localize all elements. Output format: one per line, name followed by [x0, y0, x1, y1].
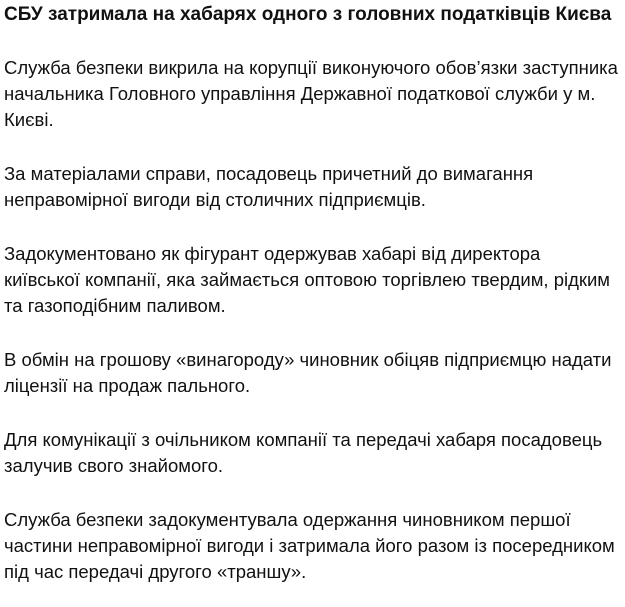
article-paragraph: В обмін на грошову «винагороду» чиновник обіцяв підприємцю надати ліцензії на продаж пального. — [4, 349, 612, 396]
article — [0, 1, 625, 585]
article-paragraph: Задокументовано як фігурант одержував хабарі від директора київської компанії, яка займається оптовою торгівлею твердим, рідким та газоподібним паливом. — [4, 243, 611, 316]
article-title: СБУ затримала на хабарях одного з головних податківців Києва — [4, 4, 612, 25]
article-paragraph: Для комунікації з очільником компанії та передачі хабаря посадовець залучив свого знайомого. — [4, 429, 603, 476]
article-paragraph: Служба безпеки задокументувала одержання чиновником першої частини неправомірної вигоди і затримала його разом із посередником під час передачі другого «траншу». — [4, 509, 615, 582]
article-paragraph: За матеріалами справи, посадовець причетний до вимагання неправомірної вигоди від столичних підприємців. — [4, 163, 534, 210]
article-paragraph: Служба безпеки викрила на корупції виконуючого обов’язки заступника начальника Головного управління Державної податкової служби у м. Києві. — [4, 57, 618, 130]
